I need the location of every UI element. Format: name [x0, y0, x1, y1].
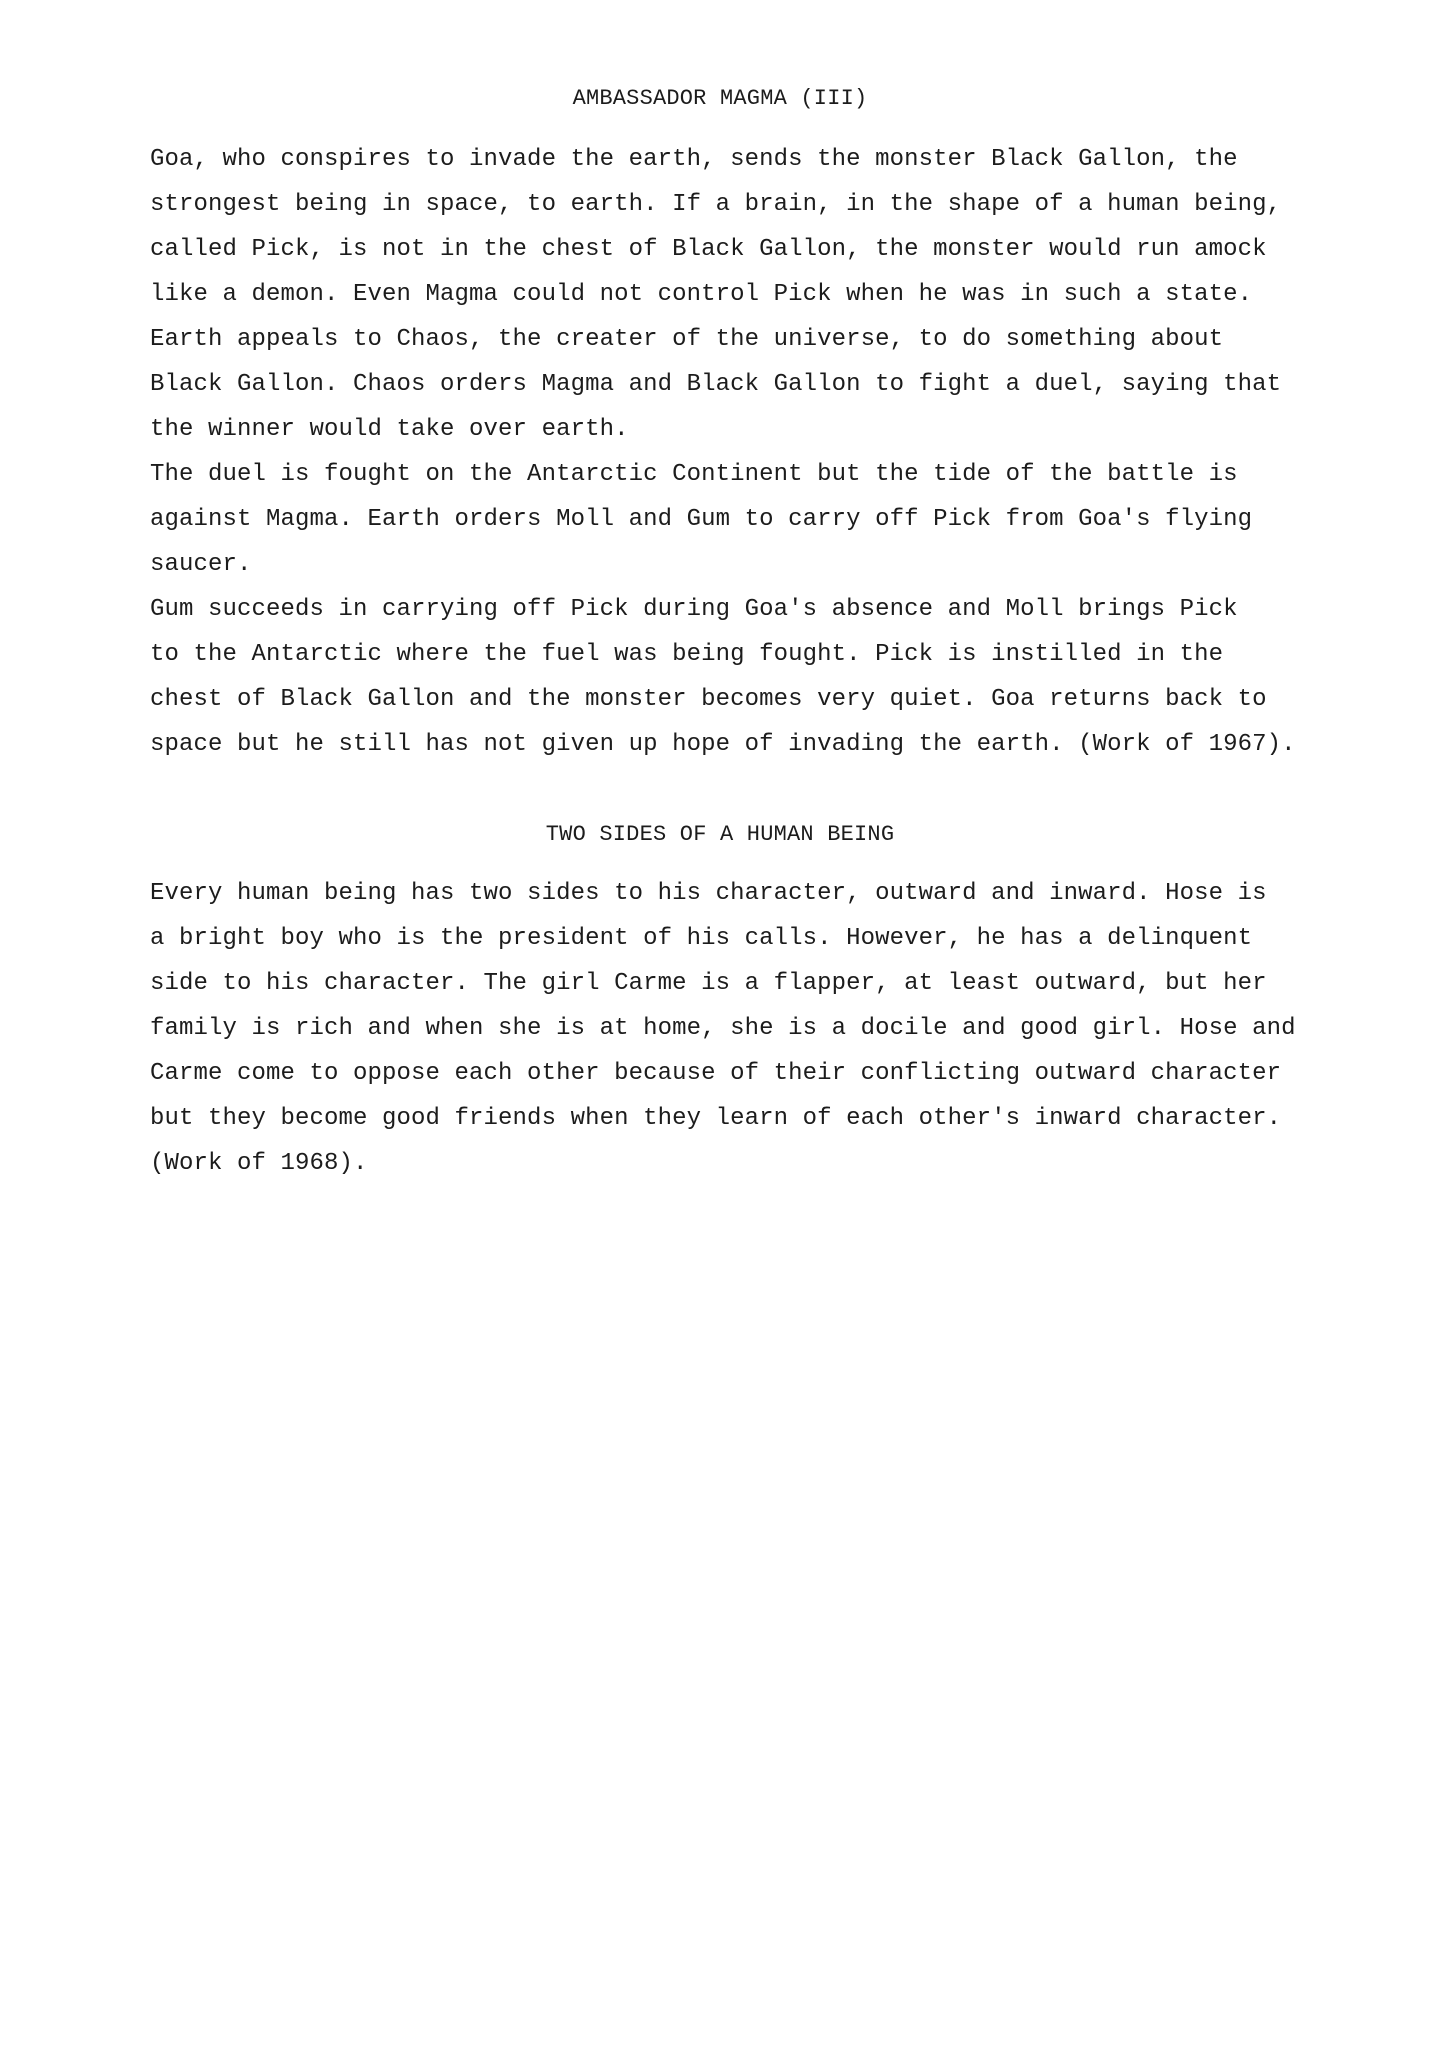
- text-line: but they become good friends when they learn of each other's inward character.: [150, 1105, 1282, 1132]
- text-line: a bright boy who is the president of his calls. However, he has a delinquent: [150, 925, 1253, 952]
- text-line: side to his character. The girl Carme is a flapper, at least outward, but her: [150, 970, 1267, 997]
- text-line: the winner would take over earth.: [150, 416, 629, 443]
- section-title-two-sides: TWO SIDES OF A HUMAN BEING: [545, 822, 895, 847]
- text-line: called Pick, is not in the chest of Black Gallon, the monster would run amock: [150, 236, 1267, 263]
- section-title-ambassador-magma: AMBASSADOR MAGMA (III): [572, 86, 868, 111]
- text-line: Every human being has two sides to his character, outward and inward. Hose is: [150, 880, 1267, 907]
- text-line: Goa, who conspires to invade the earth, sends the monster Black Gallon, the: [150, 146, 1238, 173]
- text-line: strongest being in space, to earth. If a brain, in the shape of a human being,: [150, 191, 1282, 218]
- text-line: like a demon. Even Magma could not control Pick when he was in such a state.: [150, 281, 1253, 308]
- text-line: Carme come to oppose each other because of their conflicting outward character: [150, 1060, 1282, 1087]
- text-line: to the Antarctic where the fuel was being fought. Pick is instilled in the: [150, 641, 1224, 668]
- text-line: against Magma. Earth orders Moll and Gum to carry off Pick from Goa's flying: [150, 506, 1253, 533]
- text-line: (Work of 1968).: [150, 1150, 368, 1177]
- text-line: Gum succeeds in carrying off Pick during Goa's absence and Moll brings Pick: [150, 596, 1238, 623]
- text-line: Earth appeals to Chaos, the creater of the universe, to do something about: [150, 326, 1224, 353]
- text-line: saucer.: [150, 551, 252, 578]
- text-line: family is rich and when she is at home, she is a docile and good girl. Hose and: [150, 1015, 1296, 1042]
- text-line: The duel is fought on the Antarctic Continent but the tide of the battle is: [150, 461, 1238, 488]
- text-line: space but he still has not given up hope of invading the earth. (Work of 1967).: [150, 731, 1296, 758]
- text-line: chest of Black Gallon and the monster becomes very quiet. Goa returns back to: [150, 686, 1267, 713]
- text-line: Black Gallon. Chaos orders Magma and Black Gallon to fight a duel, saying that: [150, 371, 1282, 398]
